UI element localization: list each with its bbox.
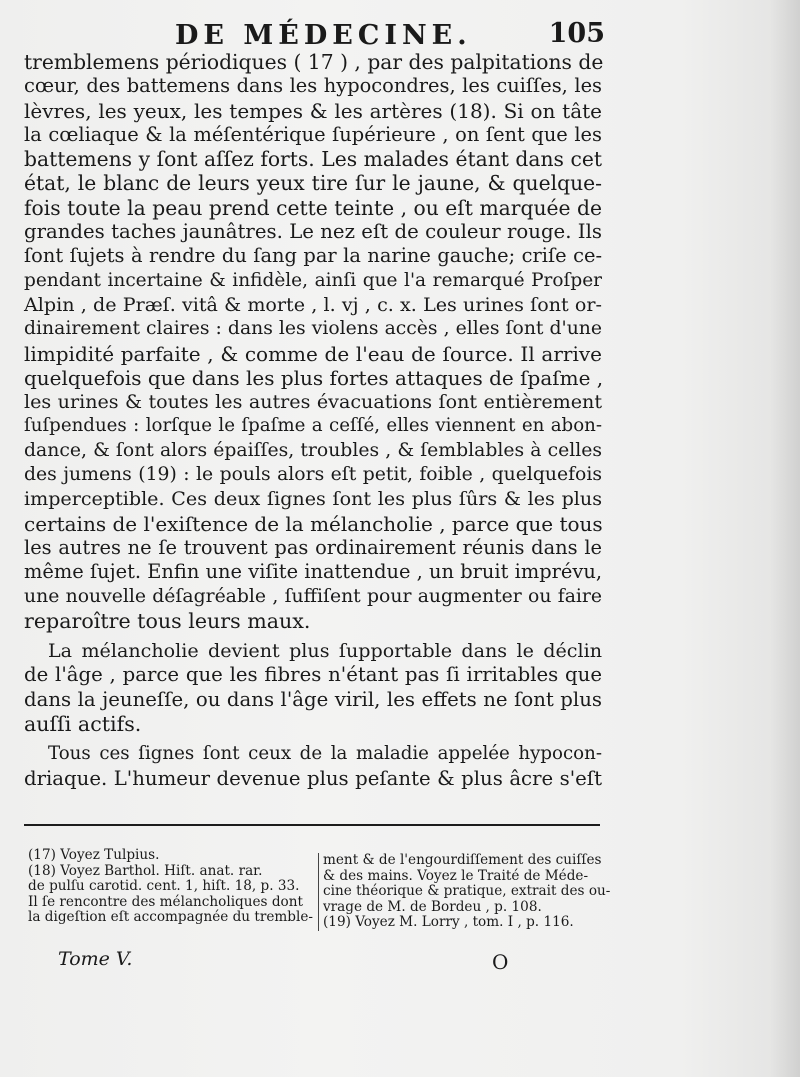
body-text [24, 50, 602, 791]
text-line: cœur, des battemens dans les hypocondres, les cuiſſes, les [24, 74, 602, 98]
footnote-line: cine théorique & pratique, extrait des ou- [323, 883, 611, 899]
page-edge-shadow [770, 0, 800, 1077]
footnote-line: vrage de M. de Bordeu , p. 108. [323, 898, 542, 915]
footnotes-right-column [318, 853, 611, 931]
volume-signature: Tome V. [58, 948, 133, 970]
text-line: tremblemens périodiques ( 17 ) , par des palpitations de [24, 50, 604, 74]
page-number: 105 [548, 18, 605, 49]
text-line: Tous ces ſignes ſont ceux de la maladie appelée hypocon- [48, 743, 602, 765]
text-line: La mélancholie devient plus ſupportable dans le déclin [48, 639, 602, 663]
text-line: les urines & toutes les autres évacuations ſont entièrement [24, 390, 602, 414]
text-line: une nouvelle déſagréable , ſuffiſent pour augmenter ou faire [24, 585, 602, 607]
text-line: limpidité parfaite , & comme de l'eau de ſource. Il arrive [24, 341, 602, 366]
text-line: état, le blanc de leurs yeux tire ſur le jaune, & quelque- [24, 171, 602, 196]
footnote-line: (19) Voyez M. Lorry , tom. I , p. 116. [323, 914, 574, 930]
text-line: battemens y ſont aſſez forts. Les malades étant dans cet [24, 147, 602, 172]
paragraph-2 [24, 639, 602, 736]
footnote-line: & des mains. Voyez le Traité de Méde- [323, 867, 589, 884]
text-line: auſſi actifs. [24, 712, 142, 737]
text-line: la cœliaque & la méſentérique ſupérieure , on ſent que les [24, 122, 602, 146]
text-line: certains de l'exiſtence de la mélancholie , parce que tous [24, 511, 603, 536]
text-line: même ſujet. Enfin une viſite inattendue , un bruit imprévu, [24, 560, 602, 584]
text-line: de l'âge , parce que les fibres n'étant pas ſi irritables que [24, 663, 602, 687]
footnote-line: ment & de l'engourdiſſement des cuiſſes [323, 852, 602, 868]
text-line: pendant incertaine & infidèle, ainſi que l'a remarqué Proſper [24, 269, 602, 291]
text-line: les autres ne ſe trouvent pas ordinairement réunis dans le [24, 535, 602, 559]
text-line: Alpin , de Præſ. vitâ & morte , l. vj , c. x. Les urines ſont or- [24, 292, 602, 316]
text-line: dans la jeuneſſe, ou dans l'âge viril, les effets ne ſont plus [24, 687, 602, 711]
text-line: reparoître tous leurs maux. [24, 608, 311, 633]
footnotes-left-column [28, 848, 312, 926]
paragraph-1 [24, 50, 602, 633]
gathering-mark: O [492, 950, 509, 974]
paragraph-3 [24, 742, 602, 791]
text-line: ſont ſujets à rendre du ſang par la narine gauche; criſe ce- [24, 244, 602, 268]
text-line: quelquefois que dans les plus fortes attaques de ſpaſme , [24, 365, 604, 390]
text-line: des jumens (19) : le pouls alors eſt petit, foible , quelquefois [24, 464, 602, 486]
footnote-line: la digeſtion eſt accompagnée du tremble- [28, 909, 313, 925]
text-line: imperceptible. Ces deux ſignes ſont les plus ſûrs & les plus [24, 487, 602, 511]
text-line: dance, & ſont alors épaiſſes, troubles , & ſemblables à celles [24, 439, 602, 461]
text-line: ſuſpendues : lorſque le ſpaſme a ceſſé, elles viennent en abon- [24, 415, 602, 437]
footnote-line: (17) Voyez Tulpius. [28, 847, 160, 863]
text-line: grandes taches jaunâtres. Le nez eſt de couleur rouge. Ils [24, 220, 602, 244]
footnote-rule [24, 824, 600, 826]
text-line: driaque. L'humeur devenue plus peſante & plus âcre s'eſt [24, 766, 602, 790]
running-head: DE MÉDECINE. [175, 20, 472, 51]
text-line: dinairement claires : dans les violens accès , elles ſont d'une [24, 318, 602, 340]
text-line: lèvres, les yeux, les tempes & les artères (18). Si on tâte [24, 98, 602, 123]
footnote-line: de pulſu carotid. cent. 1, hiſt. 18, p. 33. [28, 878, 300, 894]
page-header [20, 18, 605, 50]
footnote-line: (18) Voyez Barthol. Hiſt. anat. rar. [28, 862, 263, 879]
footnote-line: Il ſe rencontre des mélancholiques dont [28, 893, 303, 910]
text-line: fois toute la peau prend cette teinte , ou eſt marquée de [24, 195, 602, 220]
